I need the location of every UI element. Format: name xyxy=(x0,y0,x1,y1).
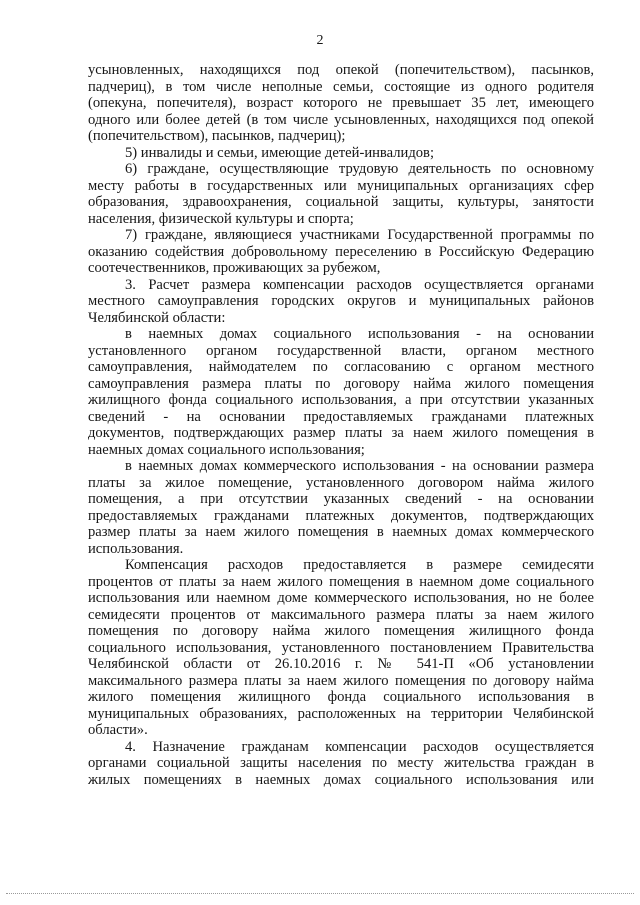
text-line: Челябинской области: xyxy=(88,309,226,326)
text-line: жилых помещениях в наемных домах социального использования или xyxy=(88,771,594,788)
text-line: установленного органом государственной власти, органом местного xyxy=(88,342,594,359)
text-line: 3. Расчет размера компенсации расходов осуществляется органами xyxy=(125,276,594,293)
text-line: самоуправления, наймодателем по согласованию с органом местного xyxy=(88,359,594,375)
text-line: процентов от платы за наем жилого помещения в наемном доме социального xyxy=(88,573,594,590)
text-line: 7) граждане, являющиеся участниками Государственной программы по xyxy=(125,227,594,243)
text-line: органами социальной защиты населения по месту жительства граждан в xyxy=(88,755,594,771)
text-line: Компенсация расходов предоставляется в размере семидесяти xyxy=(125,557,594,573)
text-line: в наемных домах социального использования - на основании xyxy=(125,326,594,342)
text-line: использования. xyxy=(88,540,184,557)
text-line: месту работы в государственных или муниципальных организациях сфер xyxy=(88,177,594,194)
text-line: размер платы за наем жилого помещения в наемных домах коммерческого xyxy=(88,524,594,540)
text-line: 4. Назначение гражданам компенсации расходов осуществляется xyxy=(125,738,594,755)
text-line: использования или наемном доме коммерческого использования, но не более xyxy=(88,590,594,606)
text-line: самоуправления размера платы по договору найма жилого помещения xyxy=(88,375,594,392)
text-line: максимального размера платы за наем жилого помещения по договору найма xyxy=(88,672,594,689)
text-line: жилого помещения жилищного фонда социального использования в xyxy=(88,689,594,705)
text-line: местного самоуправления городских округов и муниципальных районов xyxy=(88,293,594,309)
text-line: 5) инвалиды и семьи, имеющие детей-инвалидов; xyxy=(125,144,434,161)
text-line: одного или более детей (в том числе усыновленных, находящихся под опекой xyxy=(88,111,594,128)
page-number: 2 xyxy=(316,33,324,48)
text-line: падчериц), в том числе неполные семьи, состоящие из одного родителя xyxy=(88,78,594,95)
text-line: помещения по договору найма жилого помещения жилищного фонда xyxy=(88,623,594,639)
text-line: (попечительством), пасынков, падчериц); xyxy=(88,128,346,144)
text-line: усыновленных, находящихся под опекой (попечительством), пасынков, xyxy=(88,62,594,78)
document-body xyxy=(88,62,594,788)
text-line: (опекуна, попечителя), возраст которого не превышает 35 лет, имеющего xyxy=(88,95,594,111)
text-line: в наемных домах коммерческого использования - на основании размера xyxy=(125,458,594,474)
text-line: жилищного фонда социального использования, а при отсутствии указанных xyxy=(88,392,594,408)
text-line: 6) граждане, осуществляющие трудовую деятельность по основному xyxy=(125,161,594,177)
text-line: сведений - на основании предоставляемых гражданами платежных xyxy=(88,408,594,425)
text-line: муниципальных образованиях, расположенных на территории Челябинской xyxy=(88,705,594,722)
text-line: социального использования, установленного постановлением Правительства xyxy=(88,639,594,656)
text-line: семидесяти процентов от максимального размера платы за наем жилого xyxy=(88,606,594,623)
text-line: соотечественников, проживающих за рубежом, xyxy=(88,260,381,276)
text-line: оказанию содействия добровольному переселению в Российскую Федерацию xyxy=(88,243,594,260)
text-line: помещения, а при отсутствии указанных сведений - на основании xyxy=(88,491,594,507)
text-line: предоставляемых гражданами платежных документов, подтверждающих xyxy=(88,507,594,524)
text-line: области». xyxy=(88,722,148,738)
text-line: платы за жилое помещение, установленного договором найма жилого xyxy=(88,474,594,491)
text-line: наемных домах социального использования; xyxy=(88,441,365,458)
text-line: документов, подтверждающих размер платы за наем жилого помещения в xyxy=(88,425,594,441)
text-line: населения, физической культуры и спорта; xyxy=(88,210,354,227)
text-line: образования, здравоохранения, социальной защиты, культуры, занятости xyxy=(88,194,594,210)
page-bottom-edge xyxy=(6,893,634,894)
text-line: Челябинской области от 26.10.2016 г. № 541-П «Об установлении xyxy=(88,656,594,672)
